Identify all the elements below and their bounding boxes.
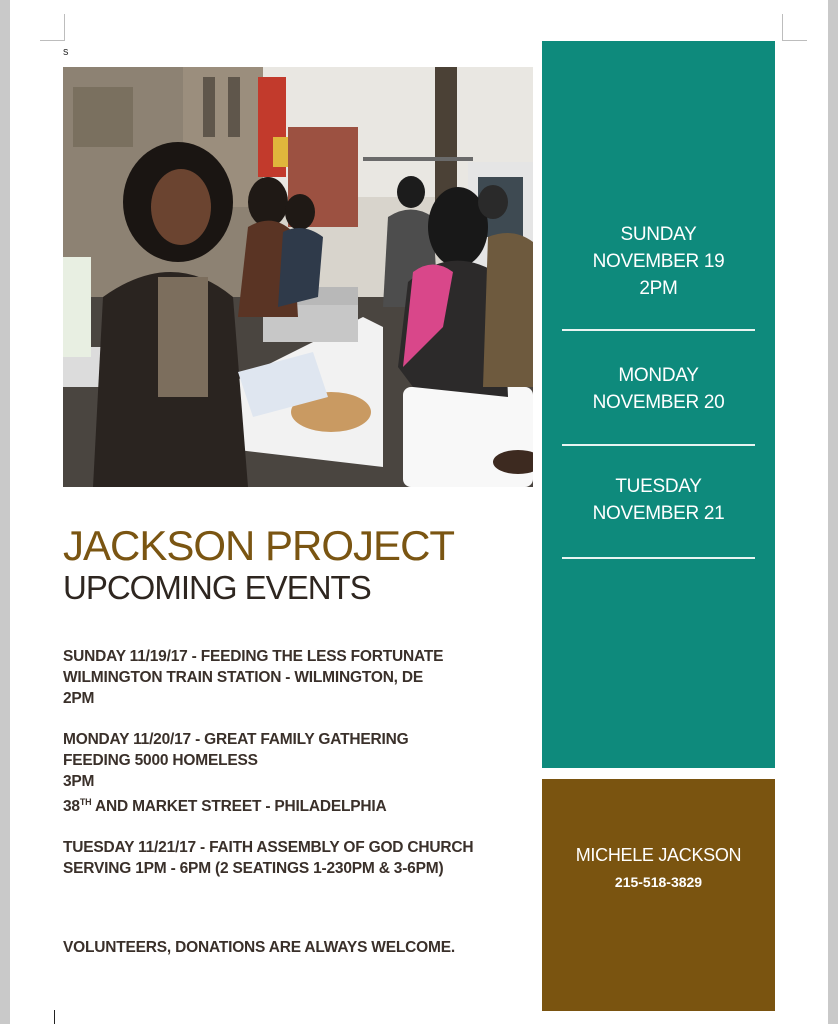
sidebar-time: 2PM — [639, 278, 678, 299]
sidebar-divider — [562, 329, 755, 331]
event-monday — [63, 729, 533, 817]
event-address-line — [63, 792, 533, 817]
sidebar-date-monday — [542, 362, 775, 416]
event-sunday — [63, 646, 533, 709]
event-line: WILMINGTON TRAIN STATION - WILMINGTON, DE — [63, 669, 424, 686]
sidebar-day: MONDAY — [618, 365, 699, 386]
event-photo — [63, 67, 533, 487]
closing-note: VOLUNTEERS, DONATIONS ARE ALWAYS WELCOME. — [63, 939, 455, 956]
address-number: 38 — [63, 798, 80, 816]
event-line: SERVING 1PM - 6PM (2 SEATINGS 1-230PM & 3-6PM) — [63, 860, 444, 878]
sidebar-divider — [562, 557, 755, 559]
address-suffix: TH — [79, 797, 92, 807]
event-line: TUESDAY 11/21/17 - FAITH ASSEMBLY OF GOD CHURCH — [63, 839, 474, 857]
flyer-page — [10, 0, 828, 1024]
sidebar-divider — [562, 444, 755, 446]
sidebar-day: SUNDAY — [620, 224, 697, 245]
event-line: FEEDING 5000 HOMELESS — [63, 752, 258, 769]
page-title: JACKSON PROJECT — [63, 522, 455, 569]
event-line: SUNDAY 11/19/17 - FEEDING THE LESS FORTUNATE — [63, 648, 444, 665]
sidebar-date: NOVEMBER 21 — [592, 503, 725, 524]
sidebar-date-tuesday — [542, 473, 775, 527]
contact-name: MICHELE JACKSON — [575, 845, 742, 865]
event-line: MONDAY 11/20/17 - GREAT FAMILY GATHERING — [63, 731, 409, 748]
events-list — [63, 646, 533, 899]
contact-phone: 215-518-3829 — [614, 874, 703, 890]
sidebar-date: NOVEMBER 19 — [592, 251, 725, 272]
event-line: 2PM — [63, 690, 95, 707]
crop-mark-top-left — [40, 14, 65, 41]
crop-mark-top-right — [782, 14, 807, 41]
dates-sidebar — [542, 41, 775, 768]
page-subtitle: UPCOMING EVENTS — [63, 569, 371, 606]
sidebar-date-sunday — [542, 221, 775, 302]
text-cursor — [54, 1010, 55, 1024]
sidebar-date: NOVEMBER 20 — [592, 392, 725, 413]
contact-box — [542, 779, 775, 1011]
sidebar-day: TUESDAY — [615, 476, 702, 497]
stray-character: s — [63, 46, 69, 58]
event-line: 3PM — [63, 773, 95, 790]
photo-of-volunteers-icon — [63, 67, 533, 487]
address-street: AND MARKET STREET - PHILADELPHIA — [94, 798, 387, 816]
event-tuesday — [63, 837, 533, 879]
